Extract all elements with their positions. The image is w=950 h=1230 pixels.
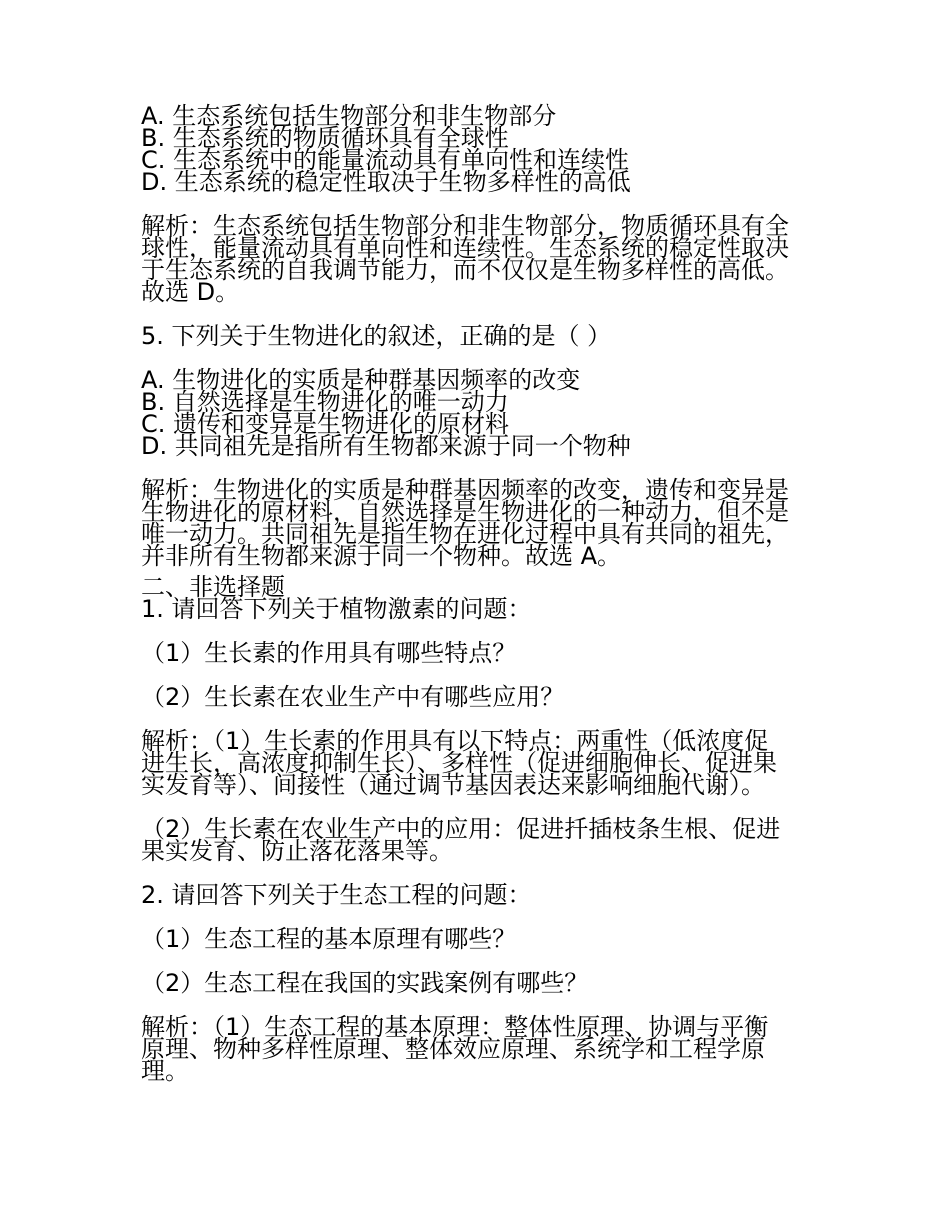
nq1-analysis-2 — [141, 815, 816, 865]
q5-analysis-line: 生物进化的原材料，自然选择是生物进化的一种动力，但不是 — [141, 498, 789, 526]
q5-option-a: A. 生物进化的实质是种群基因频率的改变 — [141, 366, 581, 394]
q4-analysis-line: 解析：生态系统包括生物部分和非生物部分，物质循环具有全 — [141, 212, 789, 240]
q5-options — [141, 366, 816, 460]
q4-analysis-line: 于生态系统的自我调节能力，而不仅仅是生物多样性的高低。 — [141, 256, 789, 284]
nq1-sub2: （2）生长素在农业生产中有哪些应用？ — [141, 683, 565, 711]
nq2-sub2: （2）生态工程在我国的实践案例有哪些？ — [141, 969, 589, 997]
nq2-stem: 2. 请回答下列关于生态工程的问题： — [141, 881, 532, 909]
q5-stem: 5. 下列关于生物进化的叙述，正确的是（ ） — [141, 322, 612, 350]
nq1-analysis-line: 实发育等）、间接性（通过调节基因表达来影响细胞代谢）。 — [141, 771, 765, 799]
nq2-analysis-1 — [141, 1013, 816, 1085]
q4-option-c: C. 生态系统中的能量流动具有单向性和连续性 — [141, 146, 630, 174]
section-heading: 二、非选择题 — [141, 573, 285, 601]
q4-option-a: A. 生态系统包括生物部分和非生物部分 — [141, 102, 557, 130]
q4-analysis — [141, 212, 816, 306]
q5-analysis-line: 解析：生物进化的实质是种群基因频率的改变，遗传和变异是 — [141, 476, 789, 504]
q4-option-d: D. 生态系统的稳定性取决于生物多样性的高低 — [141, 168, 631, 196]
q5-analysis-line: 并非所有生物都来源于同一个物种。故选 A。 — [141, 542, 622, 570]
q4-analysis-line: 故选 D。 — [141, 278, 240, 306]
q5-option-d: D. 共同祖先是指所有生物都来源于同一个物种 — [141, 432, 631, 460]
q4-analysis-line: 球性，能量流动具有单向性和连续性。生态系统的稳定性取决 — [141, 234, 789, 262]
nq1-sub1: （1）生长素的作用具有哪些特点？ — [141, 639, 517, 667]
nq2-analysis-line: 原理、物种多样性原理、整体效应原理、系统学和工程学原 — [141, 1035, 765, 1063]
nq2-analysis-line: 解析：（1）生态工程的基本原理：整体性原理、协调与平衡 — [141, 1013, 769, 1041]
q5-option-c: C. 遗传和变异是生物进化的原材料 — [141, 410, 510, 438]
nq1-stem: 1. 请回答下列关于植物激素的问题： — [141, 595, 532, 623]
nq1-analysis-line: 解析：（1）生长素的作用具有以下特点：两重性（低浓度促 — [141, 727, 769, 755]
q4-option-b: B. 生态系统的物质循环具有全球性 — [141, 124, 509, 152]
nq1-analysis-line: 果实发育、防止落花落果等。 — [141, 837, 453, 865]
q5-option-b: B. 自然选择是生物进化的唯一动力 — [141, 388, 509, 416]
nq2-sub1: （1）生态工程的基本原理有哪些？ — [141, 925, 517, 953]
nq1-analysis-line: （2）生长素在农业生产中的应用：促进扦插枝条生根、促进 — [141, 815, 781, 843]
document-page — [141, 102, 816, 1085]
q5-analysis — [141, 476, 816, 570]
nq1-analysis-1 — [141, 727, 816, 799]
q4-options — [141, 102, 816, 196]
nq1-analysis-line: 进生长，高浓度抑制生长）、多样性（促进细胞伸长、促进果 — [141, 749, 777, 777]
q5-analysis-line: 唯一动力。共同祖先是指生物在进化过程中具有共同的祖先， — [141, 520, 789, 548]
nq2-analysis-line: 理。 — [141, 1057, 189, 1085]
